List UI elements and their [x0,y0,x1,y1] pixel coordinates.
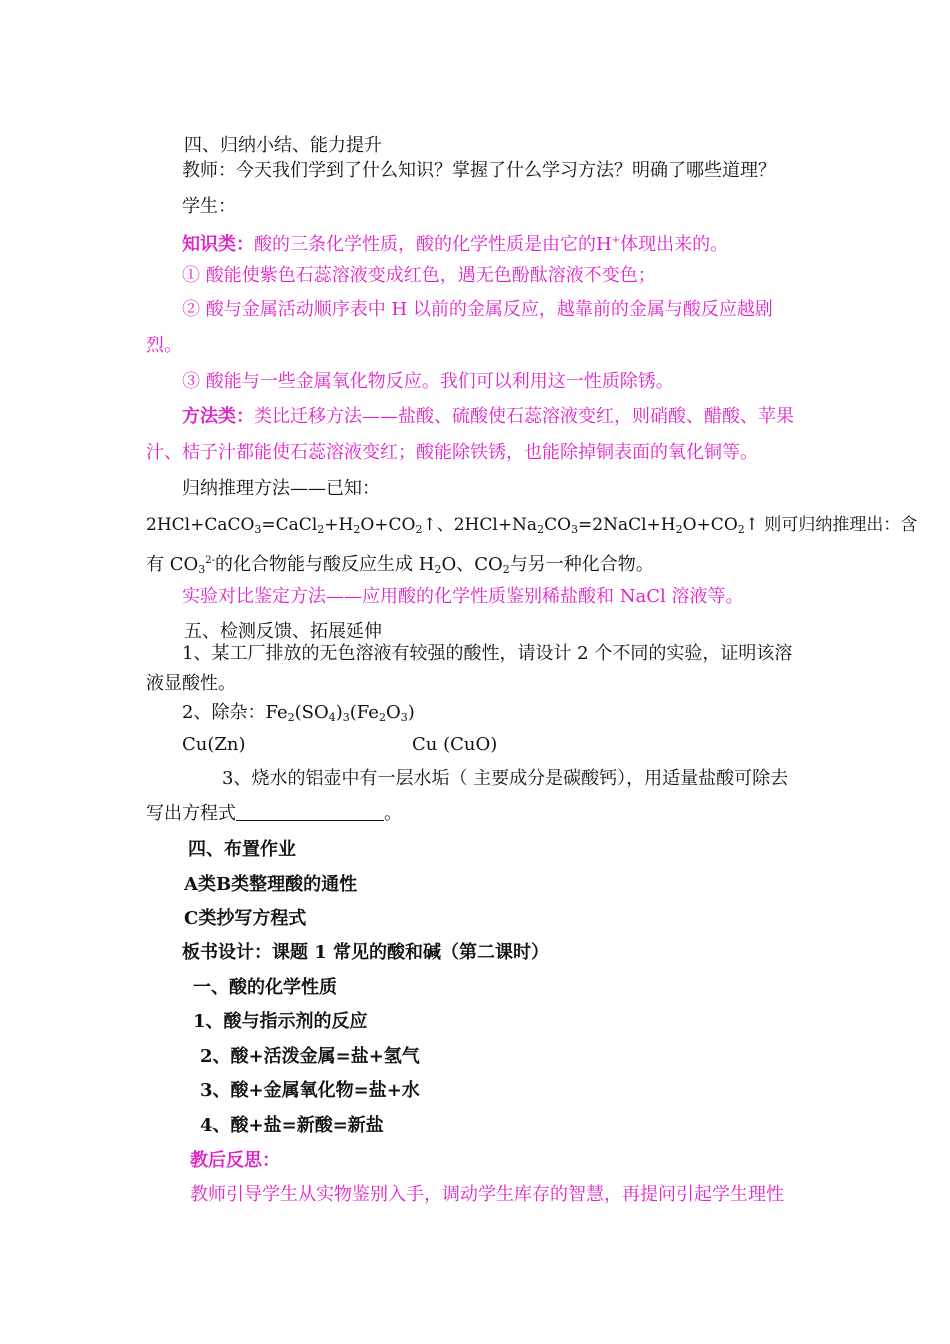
knowledge-sup: + [611,235,621,246]
q2-part4: (Fe [349,702,379,723]
q2-item-1: Cu(Zn) [182,734,246,755]
method-line-1 [182,405,794,429]
q3-text: 写出方程式 [146,803,236,824]
knowledge-tail: 体现出来的。 [620,234,729,255]
board-title: 板书设计：课题 1 常见的酸和碱（第二课时） [182,942,550,963]
question-3b [146,802,402,826]
question-1a: 1、某工厂排放的无色溶液有较强的酸性，请设计 2 个不同的实验，证明该溶 [182,643,793,664]
homework-line-1: A类B类整理酸的通性 [184,874,358,895]
q2-part6: ) [407,702,415,723]
knowledge-line [182,229,728,257]
method-line-2: 汁、桔子汁都能使石蕊溶液变红；酸能除铁锈，也能除掉铜表面的氧化铜等。 [146,442,758,463]
section-heading-summary: 四、归纳小结、能力提升 [184,135,382,156]
method-label: 方法类： [182,406,254,427]
q2-part2: (SO [294,702,329,723]
board-item-2: 2、酸+活泼金属=盐+氢气 [200,1046,420,1067]
section-heading-feedback: 五、检测反馈、拓展延伸 [184,621,382,642]
knowledge-point-2b: 烈。 [146,335,182,356]
answer-blank [236,804,384,821]
question-3a: 3、烧水的铝壶中有一层水垢（ 主要成分是碳酸钙），用适量盐酸可除去 [222,768,789,789]
q3-end: 。 [384,803,402,824]
equation-line [146,513,917,542]
question-2: 2、除杂：$Fe_2(SO_4)_3(Fe_2O_3)$ [182,702,415,724]
induction-conclusion: 则可归纳推理出：含 [764,515,918,535]
section-heading-homework: 四、布置作业 [188,839,296,860]
q2-part5: O [385,702,401,723]
board-item-4: 4、酸+盐=新酸=新盐 [200,1115,384,1136]
method-text-a: 类比迁移方法——盐酸、硫酸使石蕊溶液变红，则硝酸、醋酸、苹果 [254,406,794,427]
knowledge-point-3: ③ 酸能与一些金属氧化物反应。我们可以利用这一性质除锈。 [182,371,674,392]
induction-line-2: 有 $CO_3^{2-}$的化合物能与酸反应生成 $H_2O$、$CO_2$与另一种化合物。 [146,554,654,576]
knowledge-text: 酸的三条化学性质，酸的化学性质是由它的H [254,234,612,255]
induction-part-d: 与另一种化合物。 [509,554,654,575]
reflection-text: 教师引导学生从实物鉴别入手，调动学生库存的智慧，再提问引起学生理性 [190,1184,784,1205]
induction-part-b: 的化合物能与酸反应生成 H [215,554,435,575]
experiment-line: 实验对比鉴定方法——应用酸的化学性质鉴别稀盐酸和 NaCl 溶液等。 [182,586,744,607]
q2-item-2: Cu (CuO) [412,734,498,755]
question-1b: 液显酸性。 [146,673,236,694]
induction-title: 归纳推理方法——已知： [182,478,380,499]
board-item-1: 1、酸与指示剂的反应 [193,1011,368,1032]
equation-1: $2HCl+CaCO_3=CaCl_2+H_2O+CO_2↑$、$2HCl+Na_2CO_3=2NaCl+H_2O+CO_2↑$ [146,515,760,536]
knowledge-label: 知识类： [182,234,254,255]
board-section: 一、酸的化学性质 [193,977,337,998]
q2-part3: ) [335,702,343,723]
board-item-3: 3、酸+金属氧化物=盐+水 [200,1080,420,1101]
student-line: 学生： [182,196,236,217]
knowledge-point-2a: ② 酸与金属活动顺序表中 H 以前的金属反应，越靠前的金属与酸反应越剧 [182,299,773,320]
knowledge-point-1: ① 酸能使紫色石蕊溶液变成红色，遇无色酚酞溶液不变色； [182,265,656,286]
reflection-heading: 教后反思： [190,1150,280,1171]
q2-label: 2、除杂：Fe [182,702,288,723]
teacher-line: 教师：今天我们学到了什么知识？掌握了什么学习方法？明确了哪些道理？ [182,160,776,181]
induction-part-c: O、CO [441,554,503,575]
homework-line-2: C类抄写方程式 [184,908,307,929]
induction-part-a: 有 CO [146,554,199,575]
